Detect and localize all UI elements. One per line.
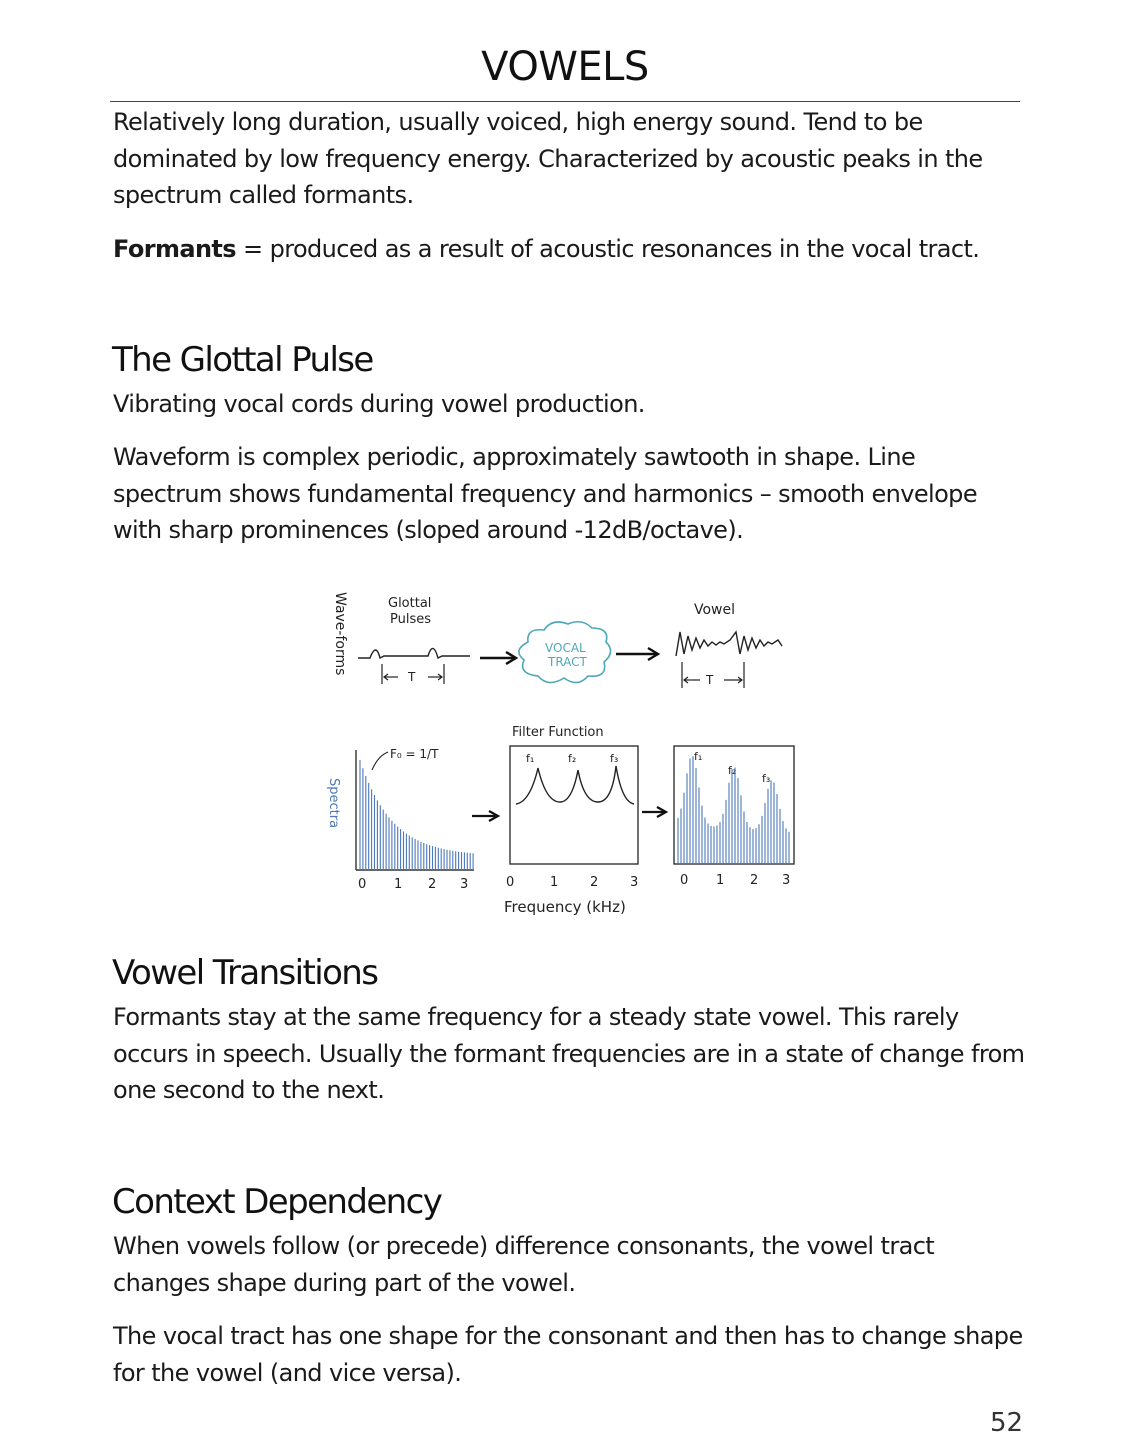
source-spectrum-harmonics <box>360 760 473 870</box>
source-filter-diagram <box>320 580 820 925</box>
filter-f2-label: f₂ <box>568 752 577 765</box>
output-freq-ticks <box>680 873 790 888</box>
output-f1-label: f₁ <box>694 750 703 763</box>
svg-text:3: 3 <box>630 875 639 890</box>
vowel-label: Vowel <box>694 602 736 618</box>
formants-definition <box>113 231 1028 268</box>
filter-f1-label: f₁ <box>526 752 535 765</box>
vowel-transitions-heading: Vowel Transitions <box>112 953 378 993</box>
formants-term: Formants <box>113 235 236 263</box>
svg-text:2: 2 <box>590 875 599 890</box>
page-title: VOWELS <box>481 44 649 90</box>
page-number: 52 <box>990 1408 1024 1438</box>
row-label-waveforms: Wave-forms <box>332 592 348 676</box>
frequency-axis-label: Frequency (kHz) <box>504 898 626 916</box>
svg-text:0: 0 <box>506 875 515 890</box>
vocal-tract-label-1: VOCAL <box>545 641 586 655</box>
output-f3-label: f₃ <box>762 772 771 785</box>
f0-label: F₀ = 1/T <box>390 747 439 761</box>
title-divider <box>110 101 1020 102</box>
output-f2-label: f₂ <box>728 764 737 777</box>
period-label-left: T <box>408 670 416 684</box>
source-freq-ticks <box>358 877 468 892</box>
svg-text:3: 3 <box>460 877 469 892</box>
glottal-pulse-heading: The Glottal Pulse <box>112 340 373 380</box>
svg-text:0: 0 <box>358 877 367 892</box>
svg-text:0: 0 <box>680 873 689 888</box>
vowel-transitions-paragraph: Formants stay at the same frequency for a steady state vowel. This rarely occurs in speech. Usually the formant frequencies are in a state of change from one second to the next. <box>113 1003 1025 1104</box>
f0-pointer <box>372 752 388 770</box>
glottal-label-line2: Pulses <box>390 612 432 627</box>
row-label-spectra: Spectra <box>326 778 341 829</box>
filter-f3-label: f₃ <box>610 752 619 765</box>
context-dependency-heading: Context Dependency <box>112 1182 442 1222</box>
vowel-waveform <box>676 632 782 656</box>
glottal-pulse-paragraph-1: Vibrating vocal cords during vowel production. <box>113 390 645 418</box>
svg-text:1: 1 <box>550 875 559 890</box>
filter-function-label: Filter Function <box>512 725 604 740</box>
vocal-tract-label-2: TRACT <box>548 655 587 669</box>
arrow-filter-to-output <box>642 807 666 817</box>
glottal-pulse-waveform <box>358 648 470 658</box>
svg-text:3: 3 <box>782 873 791 888</box>
svg-text:1: 1 <box>394 877 403 892</box>
arrow-glottal-to-tract <box>480 652 516 664</box>
arrow-tract-to-vowel <box>616 648 658 660</box>
context-dependency-paragraph-1: When vowels follow (or precede) difference consonants, the vowel tract changes shape during part of the vowel. <box>113 1232 935 1297</box>
filter-function-curve <box>516 766 634 804</box>
glottal-pulse-paragraph-2: Waveform is complex periodic, approximately sawtooth in shape. Line spectrum shows fundamental frequency and harmonics – smooth envelope with sharp prominences (sloped around -12dB/octave). <box>113 443 977 544</box>
filter-freq-ticks <box>506 875 638 890</box>
svg-text:2: 2 <box>428 877 437 892</box>
arrow-source-to-filter <box>472 811 498 821</box>
context-dependency-paragraph-2: The vocal tract has one shape for the consonant and then has to change shape for the vowel (and vice versa). <box>113 1322 1023 1387</box>
glottal-label-line1: Glottal <box>388 596 432 611</box>
intro-paragraph: Relatively long duration, usually voiced, high energy sound. Tend to be dominated by low frequency energy. Characterized by acoustic peaks in the spectrum called formants. <box>113 108 983 209</box>
svg-text:2: 2 <box>750 873 759 888</box>
period-label-right: T <box>706 673 714 687</box>
formants-definition-text: = produced as a result of acoustic resonances in the vocal tract. <box>236 235 980 263</box>
svg-text:1: 1 <box>716 873 725 888</box>
